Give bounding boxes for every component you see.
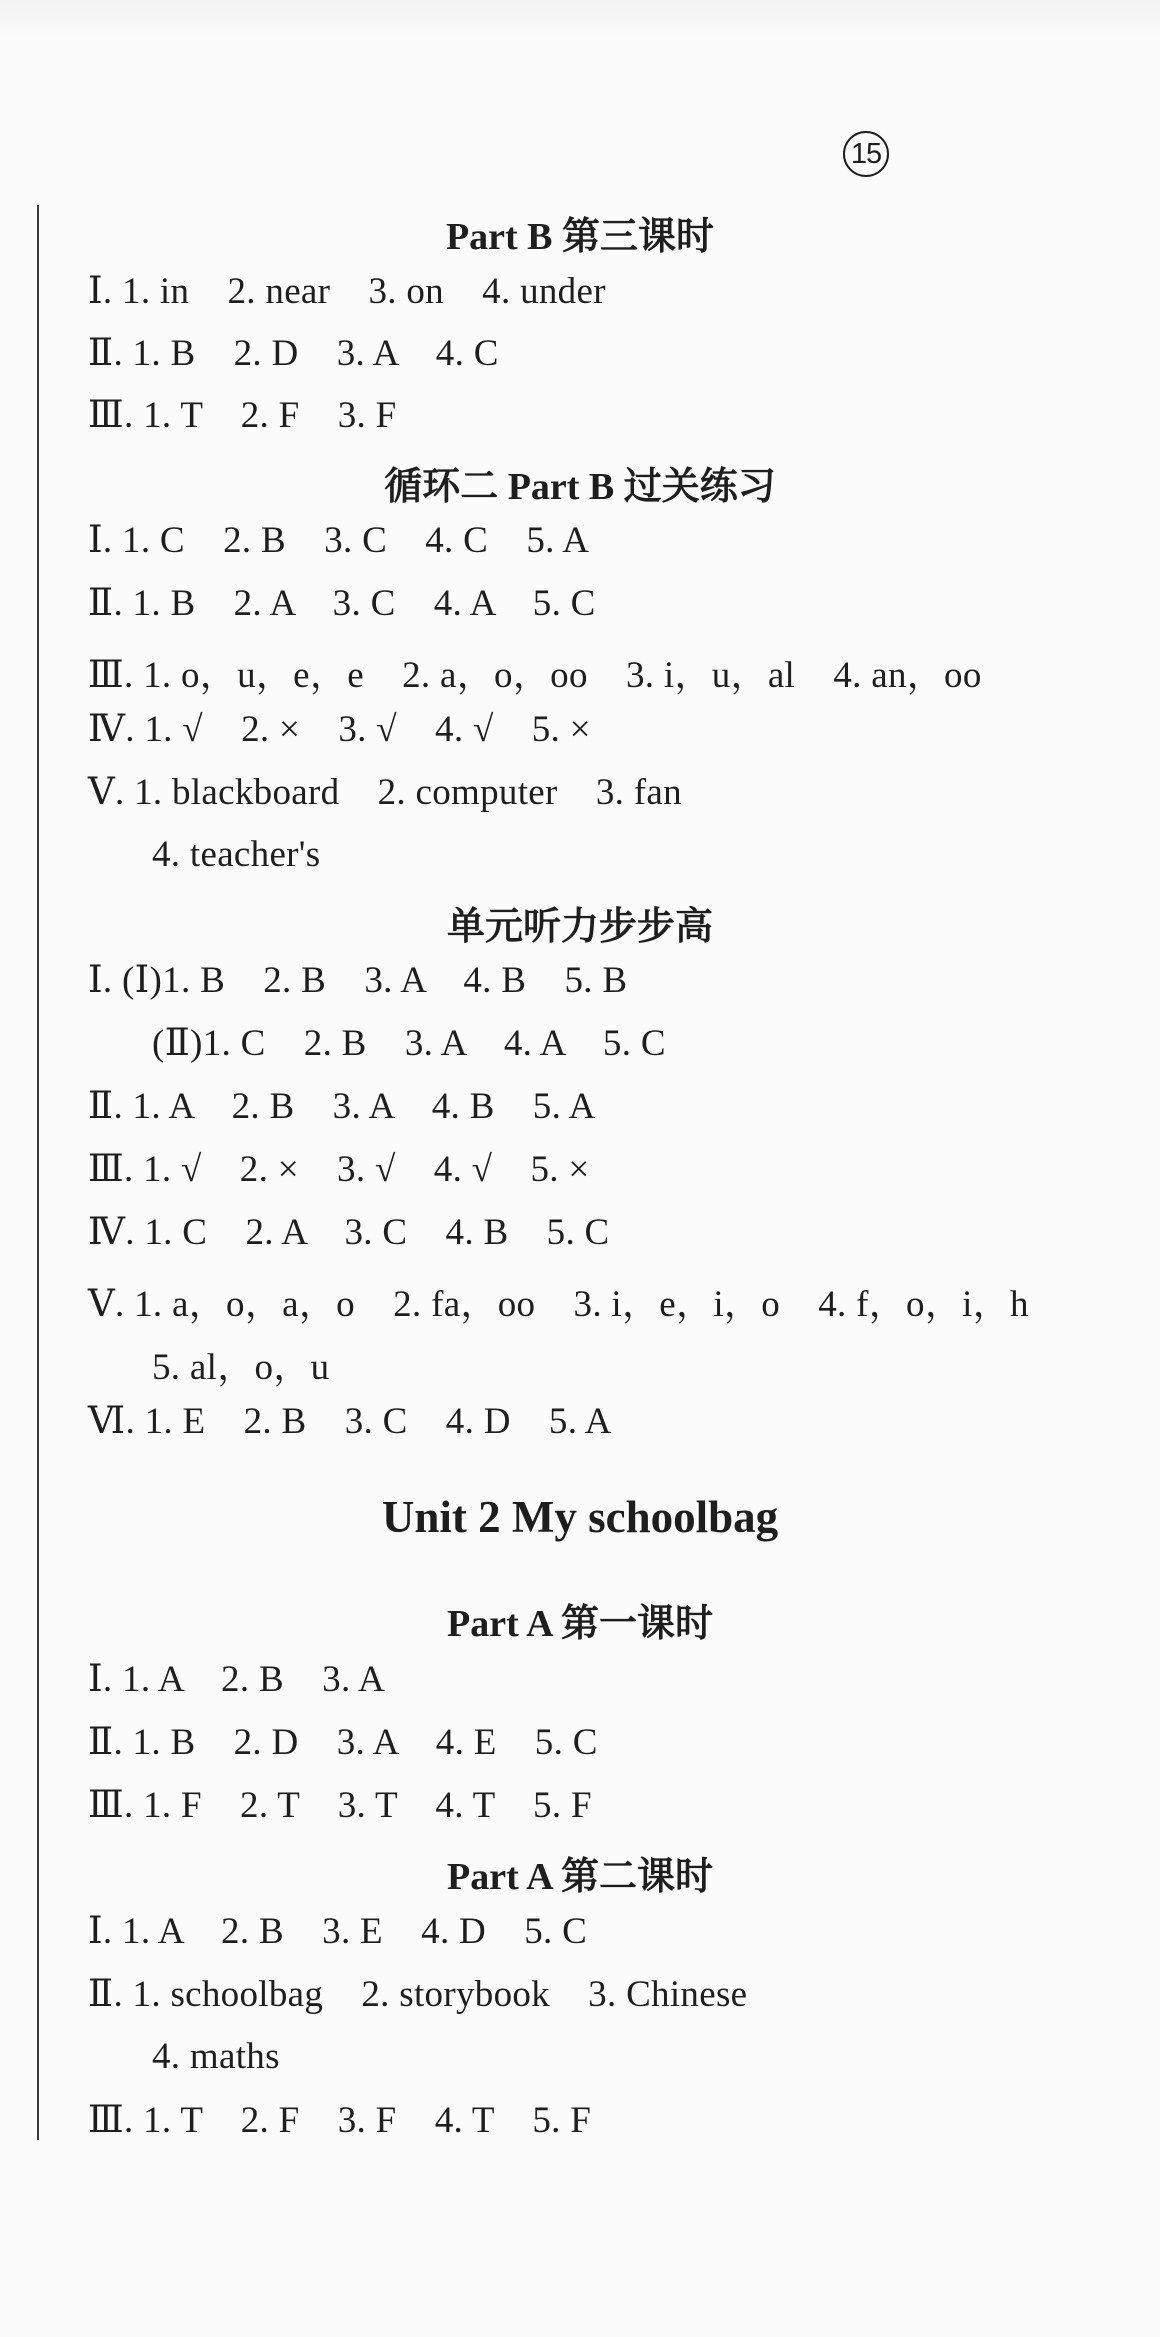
roman-numeral: Ⅵ [88,1401,126,1442]
answer-line [88,331,499,375]
answer-text: . (Ⅰ)1. B 2. B 3. A 4. B 5. B [102,960,628,1001]
roman-numeral: Ⅱ [88,333,114,374]
answer-text: . 1. blackboard 2. computer 3. fan [115,772,682,813]
answer-continuation: 4. teacher's [152,834,321,875]
answer-text: . 1. B 2. D 3. A 4. C [113,333,499,374]
answer-line [88,770,682,814]
answer-text: . 1. A 2. B 3. A 4. B 5. A [113,1086,596,1127]
answer-text: . 1. √ 2. × 3. √ 4. √ 5. × [123,1149,590,1190]
roman-numeral: Ⅰ [88,271,103,312]
answer-text: . 1. B 2. D 3. A 4. E 5. C [113,1722,598,1763]
answer-line [88,1972,747,2016]
section-heading: Part B 第三课时 [445,216,715,258]
answer-line [88,1147,590,1191]
answer-line [88,707,591,751]
roman-numeral: Ⅰ [88,1911,103,1952]
roman-numeral: Ⅲ [88,2100,124,2141]
roman-numeral: Ⅲ [88,1785,124,1826]
answer-line [88,581,596,625]
answer-line [88,1720,598,1764]
section-heading: Part A 第一课时 [447,1603,713,1645]
page-number-badge: 15 [843,131,889,177]
roman-numeral: Ⅰ [88,1659,103,1700]
roman-numeral: Ⅲ [88,1149,124,1190]
answer-line [88,393,397,437]
roman-numeral: Ⅱ [88,583,114,624]
scan-top-shadow [0,0,1160,40]
answer-text: . 1. schoolbag 2. storybook 3. Chinese [113,1974,748,2015]
answer-line [88,1210,610,1254]
answer-text: . 1. F 2. T 3. T 4. T 5. F [123,1785,592,1826]
answer-text: . 1. o，u，e，e 2. a，o，oo 3. i，u，al 4. an，oo [123,655,982,696]
roman-numeral: Ⅰ [88,960,103,1001]
answer-line [88,1783,592,1827]
answer-text: . 1. in 2. near 3. on 4. under [102,271,606,312]
answer-text: . 1. B 2. A 3. C 4. A 5. C [113,583,596,624]
answer-line [88,269,606,313]
answer-text: . 1. √ 2. × 3. √ 4. √ 5. × [125,709,591,750]
roman-numeral: Ⅱ [88,1974,114,2015]
answer-line [88,2098,591,2142]
roman-numeral: Ⅲ [88,655,124,696]
answer-text: . 1. C 2. A 3. C 4. B 5. C [125,1212,610,1253]
section-heading: 单元听力步步高 [446,906,713,948]
roman-numeral: Ⅴ [88,772,116,813]
answer-continuation: 4. maths [152,2036,280,2077]
answer-continuation: 5. al，o，u [152,1347,330,1388]
roman-numeral: Ⅴ [88,1284,116,1325]
roman-numeral: Ⅳ [88,709,126,750]
unit-title: Unit 2 My schoolbag [381,1492,779,1542]
answer-line [88,1657,385,1701]
section-heading: 循环二 Part B 过关练习 [384,466,776,508]
roman-numeral: Ⅳ [88,1212,126,1253]
roman-numeral: Ⅱ [88,1722,114,1763]
roman-numeral: Ⅰ [88,520,103,561]
roman-numeral: Ⅲ [88,395,124,436]
answer-line [88,1909,587,1953]
answer-text: . 1. T 2. F 3. F [123,395,397,436]
answer-line [88,1273,1029,1327]
answer-text: . 1. T 2. F 3. F 4. T 5. F [123,2100,592,2141]
answer-text: . 1. C 2. B 3. C 4. C 5. A [102,520,590,561]
section-heading: Part A 第二课时 [447,1856,713,1898]
answer-line [88,644,982,698]
answer-line [88,1399,612,1443]
answer-line [88,518,589,562]
roman-numeral: Ⅱ [88,1086,114,1127]
answer-text: . 1. A 2. B 3. E 4. D 5. C [102,1911,588,1952]
answer-text: . 1. A 2. B 3. A [102,1659,386,1700]
answer-text: . 1. a，o，a，o 2. fa，oo 3. i，e，i，o 4. f，o，i，h [115,1284,1029,1325]
answer-line [88,958,627,1002]
answer-line [88,1084,596,1128]
answer-text: . 1. E 2. B 3. C 4. D 5. A [125,1401,612,1442]
answer-continuation: (Ⅱ)1. C 2. B 3. A 4. A 5. C [152,1023,666,1064]
